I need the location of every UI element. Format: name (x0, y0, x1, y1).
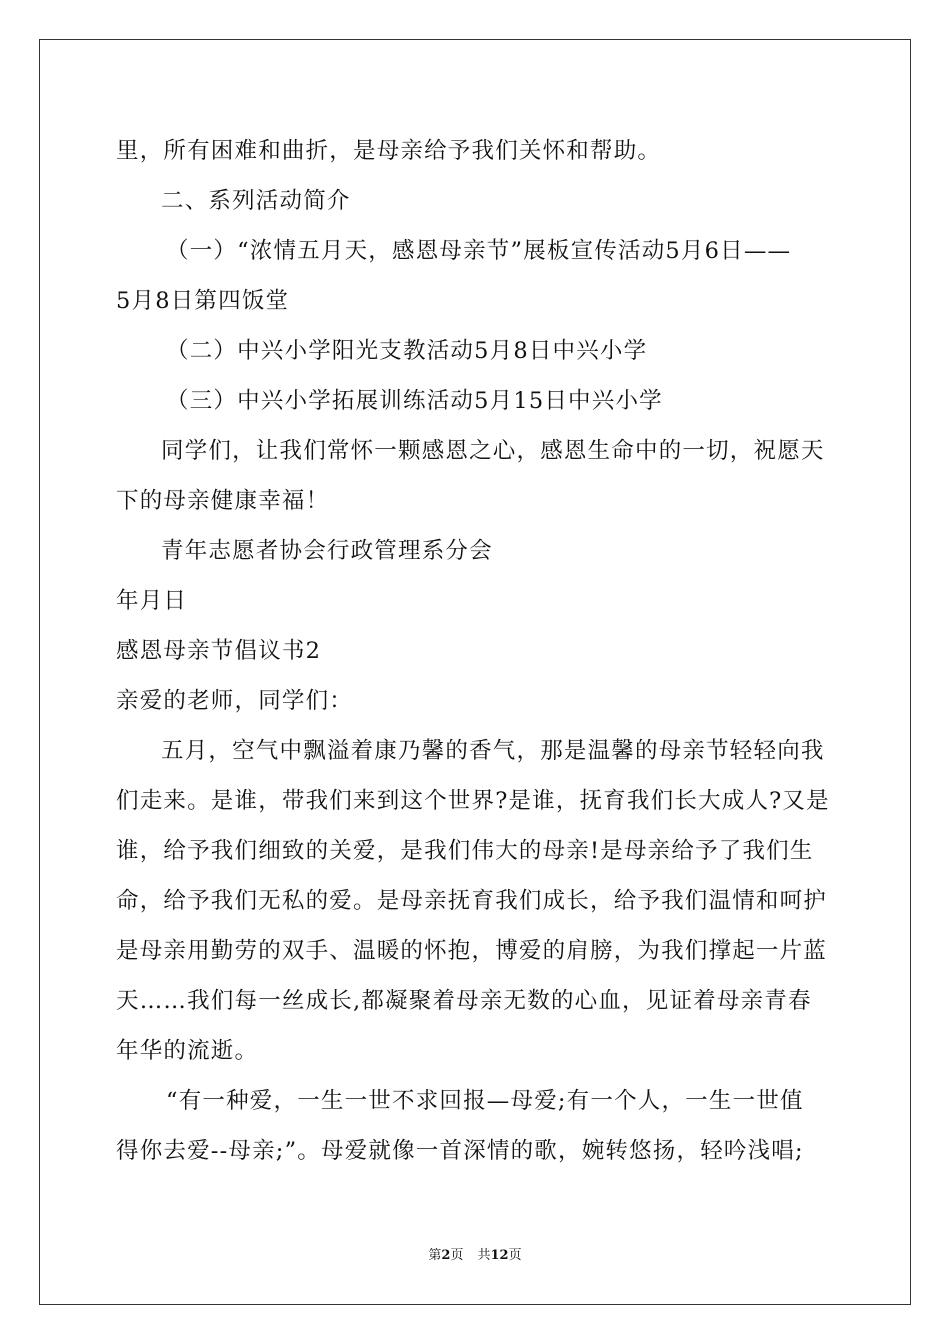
page-footer (0, 1247, 950, 1265)
activity-item-continued: 5月8日第四饭堂 (116, 288, 290, 314)
body-line: 谁，给予我们细致的关爱，是我们伟大的母亲!是母亲给予了我们生 (116, 838, 814, 864)
body-line: 们走来。是谁，带我们来到这个世界?是谁，抚育我们长大成人?又是 (116, 788, 830, 814)
body-line: 是母亲用勤劳的双手、温暖的怀抱，博爱的肩膀，为我们撑起一片蓝 (116, 938, 828, 964)
page-prefix: 第 (428, 1248, 442, 1263)
total-pages: 12 (490, 1248, 509, 1263)
signature-date: 年月日 (116, 588, 188, 614)
body-line: 天……我们每一丝成长,都凝聚着母亲无数的心血，见证着母亲青春 (116, 988, 812, 1014)
signature-org: 青年志愿者协会行政管理系分会 (161, 538, 493, 564)
body-line: 下的母亲健康幸福！ (116, 488, 330, 514)
document-body (116, 126, 836, 1176)
page-number: 2 (441, 1248, 451, 1263)
total-suffix: 页 (508, 1248, 522, 1263)
activity-item: （二）中兴小学阳光支教活动5月8日中兴小学 (166, 338, 648, 364)
body-line: “有一种爱，一生一世不求回报—母爱;有一个人，一生一世值 (166, 1088, 804, 1114)
activity-item: （三）中兴小学拓展训练活动5月15日中兴小学 (166, 388, 663, 414)
document-title: 感恩母亲节倡议书2 (116, 638, 322, 664)
page-suffix: 页 (450, 1248, 464, 1263)
body-line: 得你去爱--母亲;”。母爱就像一首深情的歌，婉转悠扬，轻吟浅唱; (116, 1138, 804, 1164)
body-line: 同学们，让我们常怀一颗感恩之心，感恩生命中的一切，祝愿天 (161, 438, 825, 464)
activity-item: （一）“浓情五月天，感恩母亲节”展板宣传活动5月6日—— (166, 238, 792, 264)
body-line: 命，给予我们无私的爱。是母亲抚育我们成长，给予我们温情和呵护 (116, 888, 828, 914)
body-line: 五月，空气中飘溢着康乃馨的香气，那是温馨的母亲节轻轻向我 (161, 738, 825, 764)
salutation: 亲爱的老师，同学们： (116, 688, 354, 714)
body-line: 里，所有困难和曲折，是母亲给予我们关怀和帮助。 (116, 138, 662, 164)
total-prefix: 共 (477, 1248, 491, 1263)
section-heading: 二、系列活动简介 (161, 188, 351, 214)
body-line: 年华的流逝。 (116, 1038, 259, 1064)
